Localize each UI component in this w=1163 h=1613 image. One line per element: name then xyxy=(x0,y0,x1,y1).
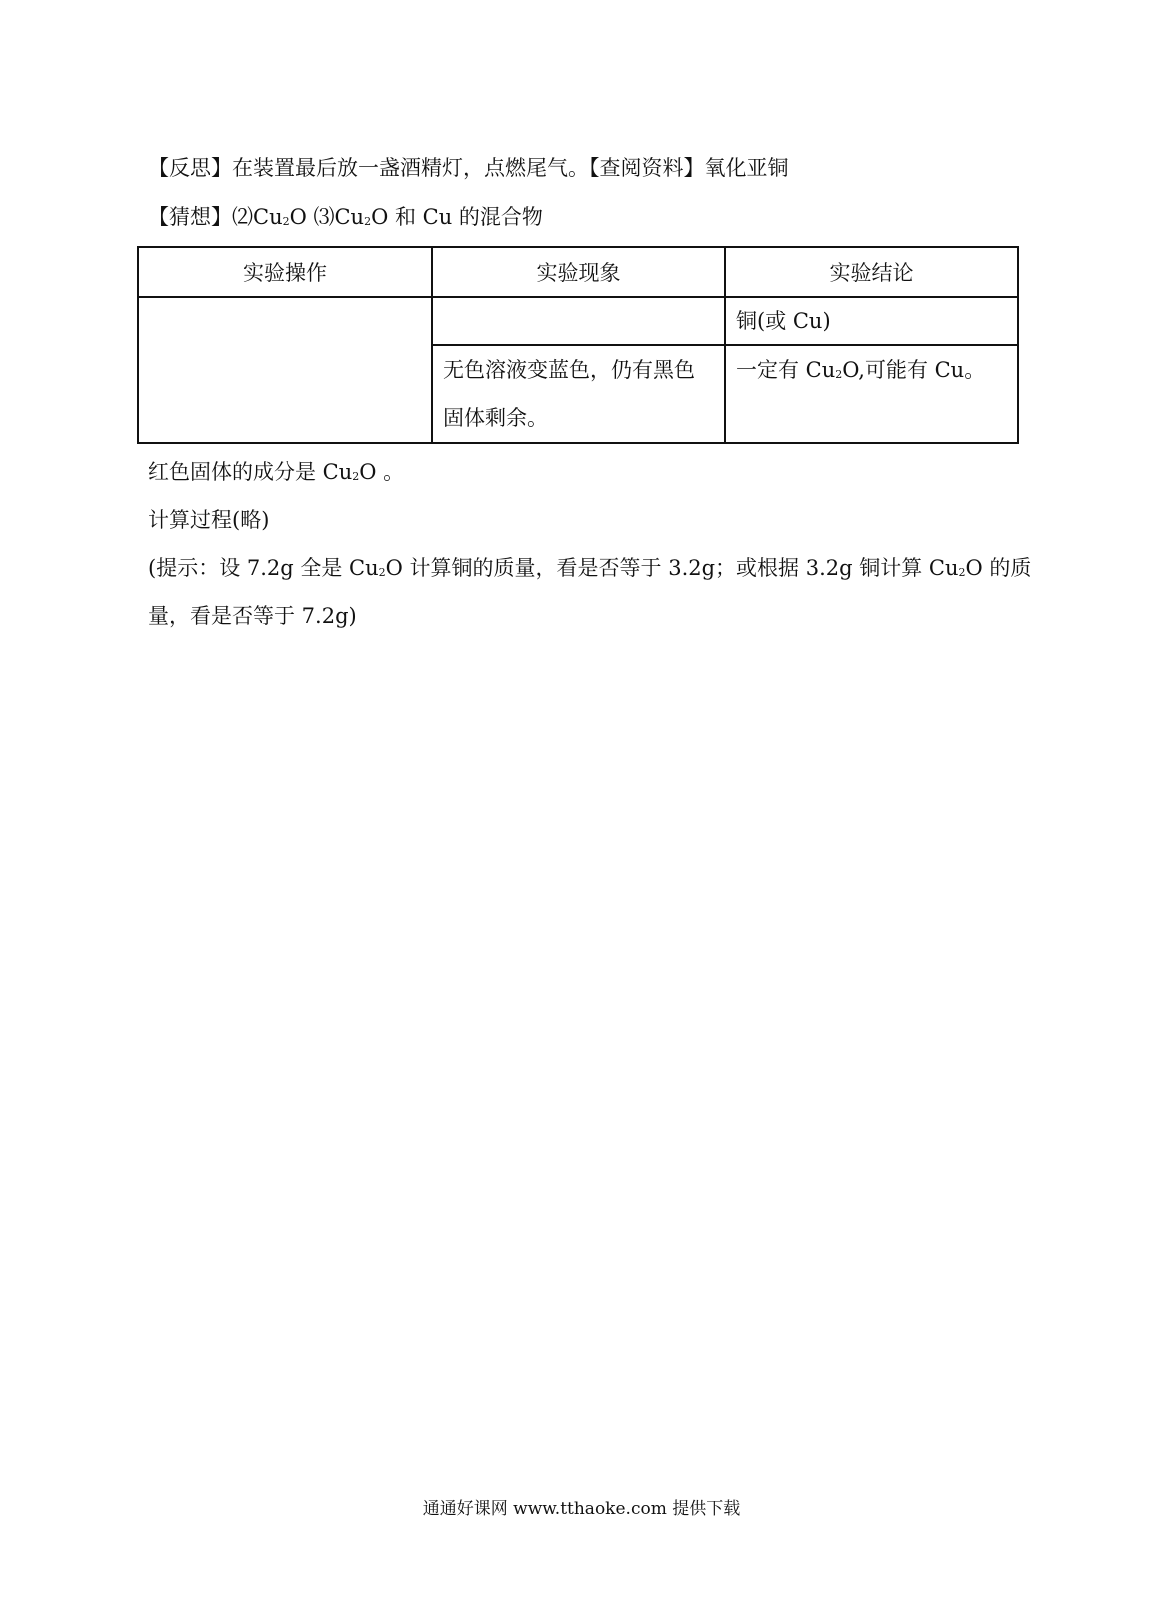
table-row xyxy=(138,297,1018,345)
footer: 通通好课网 www.tthaoke.com 提供下载 xyxy=(422,1499,741,1519)
red-solid-paragraph xyxy=(148,458,404,490)
experiment-table xyxy=(137,246,1019,444)
reflection-paragraph xyxy=(148,154,789,182)
conclusion-text-b: O,可能有 Cu。 xyxy=(842,358,986,382)
calc-paragraph xyxy=(148,506,269,534)
hint-text-b: O 计算铜的质量，看是否等于 3.2g；或根据 3.2g 铜计算 Cu xyxy=(385,556,959,580)
guess-text-2: O ⑶Cu xyxy=(289,205,365,229)
operation-cell xyxy=(138,297,432,443)
subscript-2: 2 xyxy=(378,566,386,579)
subscript-2: 2 xyxy=(835,368,843,381)
guess-text-1: 【猜想】⑵Cu xyxy=(148,205,283,229)
hint-text-c: O 的质 xyxy=(965,556,1032,580)
hint-text-2: 量，看是否等于 7.2g) xyxy=(148,604,357,628)
conclusion-cell-1: 铜(或 Cu) xyxy=(725,297,1018,345)
guess-text-3: O 和 Cu 的混合物 xyxy=(371,205,543,229)
subscript-2: 2 xyxy=(352,470,360,483)
subscript-2: 2 xyxy=(958,566,966,579)
red-solid-text-a: 红色固体的成分是 Cu xyxy=(148,460,353,484)
header-phenomenon: 实验现象 xyxy=(432,247,725,297)
calc-text: 计算过程(略) xyxy=(148,508,270,532)
red-solid-text-b: O 。 xyxy=(359,460,405,484)
header-conclusion: 实验结论 xyxy=(725,247,1018,297)
conclusion-cell-2 xyxy=(725,345,1018,443)
phenomenon-cell-1 xyxy=(432,297,725,345)
subscript-2: 2 xyxy=(282,215,290,228)
guess-paragraph xyxy=(148,203,543,235)
hint-line-2 xyxy=(148,602,357,630)
phenomenon-cell-2: 无色溶液变蓝色，仍有黑色固体剩余。 xyxy=(432,345,725,443)
table-header-row xyxy=(138,247,1018,297)
hint-line-1 xyxy=(148,554,1031,586)
reflection-text: 【反思】在装置最后放一盏酒精灯，点燃尾气。【查阅资料】氧化亚铜 xyxy=(148,156,789,180)
header-operation: 实验操作 xyxy=(138,247,432,297)
hint-text-a: (提示：设 7.2g 全是 Cu xyxy=(148,556,379,580)
conclusion-text-a: 一定有 Cu xyxy=(736,358,836,382)
subscript-2: 2 xyxy=(364,215,372,228)
